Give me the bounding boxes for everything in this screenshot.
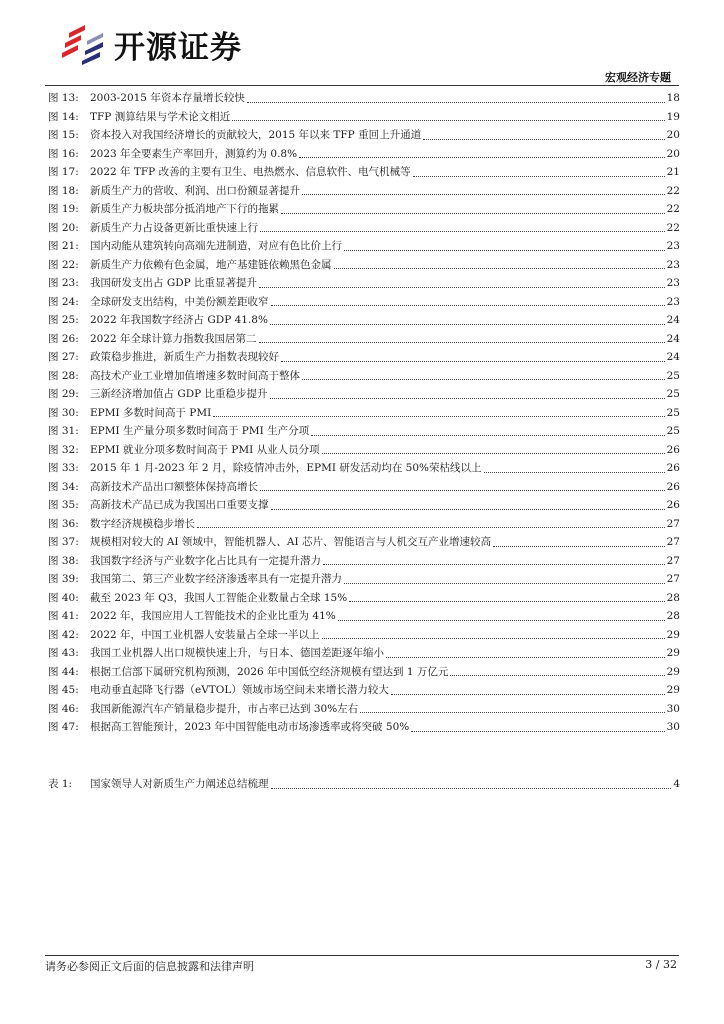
figure-entry-label: 图 46: — [48, 702, 79, 715]
figure-entry-title: 高新技术产品已成为我国出口重要支撑 — [90, 499, 269, 511]
figure-entry-leader — [411, 730, 664, 732]
figure-entry-title: 2022 年我国数字经济占 GDP 41.8% — [90, 314, 268, 326]
figure-entry-page: 22 — [666, 221, 680, 234]
figure-entry-label: 图 14: — [48, 110, 79, 123]
figure-entry-label: 图 24: — [48, 295, 79, 308]
figure-entry-label: 图 41: — [48, 610, 79, 622]
figure-entry-title: 政策稳步推进，新质生产力指数表现较好 — [90, 351, 279, 363]
figure-entry-label: 图 27: — [48, 351, 79, 363]
figure-entry-leader — [344, 249, 665, 251]
figure-entry[interactable] — [48, 385, 680, 404]
figure-entry-page: 29 — [666, 628, 680, 641]
figure-entry-leader — [260, 489, 665, 491]
figure-entry[interactable] — [48, 459, 680, 478]
figure-entry-leader — [391, 693, 665, 695]
figure-entry[interactable] — [48, 89, 680, 108]
figure-entry[interactable] — [48, 533, 680, 552]
figure-entry-label: 图 15: — [48, 129, 79, 141]
figure-entry-page: 22 — [666, 184, 680, 197]
figure-entry-leader — [281, 360, 665, 362]
figure-entry[interactable] — [48, 404, 680, 423]
figure-entry-page: 28 — [666, 591, 680, 604]
figure-entry-page: 25 — [666, 388, 680, 400]
figure-entry-label: 图 44: — [48, 665, 79, 678]
figure-entry-label: 图 25: — [48, 314, 79, 326]
figure-entry-leader — [338, 619, 665, 621]
figure-entry-page: 22 — [666, 203, 680, 215]
figure-entry-page: 25 — [666, 369, 680, 382]
figure-entry-leader — [302, 378, 665, 380]
figure-entry[interactable] — [48, 700, 680, 719]
figure-entry[interactable] — [48, 441, 680, 460]
figure-entry-leader — [323, 563, 665, 565]
figure-entry-page: 23 — [666, 258, 680, 271]
figure-entry-page: 27 — [666, 554, 680, 567]
figure-entry-title: 新质生产力依赖有色金属，地产基建链依赖黑色金属 — [90, 258, 332, 271]
figure-entry-label: 图 21: — [48, 240, 79, 252]
figure-entry-title: 新质生产力的营收、利润、出口份额显著提升 — [90, 184, 300, 197]
figure-entry[interactable] — [48, 626, 680, 645]
figure-entry-title: 根据高工智能预计，2023 年中国智能电动市场渗透率或将突破 50% — [90, 721, 410, 733]
figure-entry-page: 29 — [666, 647, 680, 659]
figure-entry[interactable] — [48, 718, 680, 737]
figure-entry-leader — [281, 212, 665, 214]
figure-entry-title: 2015 年 1 月-2023 年 2 月，除疫情冲击外，EPMI 研发活动均在 50%荣枯线以上 — [90, 462, 482, 474]
figure-entry[interactable] — [48, 256, 680, 275]
figure-entry-title: TFP 测算结果与学术论文相近 — [90, 110, 231, 123]
figure-entry-title: EPMI 多数时间高于 PMI — [90, 406, 212, 419]
figure-entry-page: 26 — [666, 462, 680, 474]
figure-entry[interactable] — [48, 145, 680, 164]
figure-entry[interactable] — [48, 126, 680, 145]
figure-entry-label: 图 13: — [48, 92, 79, 104]
figure-entry-leader — [334, 267, 665, 269]
figure-entry[interactable] — [48, 163, 680, 182]
figure-entry-title: 国内动能从建筑转向高端先进制造，对应有色比价上行 — [90, 240, 342, 252]
figure-entry-label: 图 26: — [48, 332, 79, 345]
figure-entry-leader — [322, 637, 665, 639]
figure-entry-title: 高新技术产品出口额整体保持高增长 — [90, 480, 258, 493]
table-entry-label: 表 1: — [48, 778, 73, 790]
figure-entry-page: 26 — [666, 480, 680, 493]
table-entry-leader — [271, 787, 672, 789]
figure-entry-label: 图 17: — [48, 166, 79, 178]
figure-entry-leader — [213, 415, 664, 417]
figure-entry-page: 23 — [666, 277, 680, 289]
figure-entry[interactable] — [48, 293, 680, 312]
figure-entry-page: 24 — [666, 332, 680, 345]
figure-entry-page: 18 — [666, 92, 680, 104]
figure-entry-label: 图 47: — [48, 721, 79, 733]
figure-entry[interactable] — [48, 589, 680, 608]
table-entry[interactable] — [48, 775, 680, 794]
figure-entry-leader — [413, 175, 665, 177]
figure-entry[interactable] — [48, 367, 680, 386]
document-type: 宏观经济专题 — [605, 71, 671, 84]
figure-entry-label: 图 39: — [48, 573, 79, 585]
figure-entry[interactable] — [48, 570, 680, 589]
figure-entry[interactable] — [48, 274, 680, 293]
figure-entry-label: 图 35: — [48, 499, 79, 511]
figure-entry-leader — [259, 286, 665, 288]
figure-list — [48, 89, 680, 737]
figure-entry-title: 全球研发支出结构，中美份额差距收窄 — [90, 295, 269, 308]
figure-entry[interactable] — [48, 496, 680, 515]
figure-entry-page: 26 — [666, 443, 680, 456]
figure-entry-page: 25 — [666, 406, 680, 419]
figure-entry-label: 图 29: — [48, 388, 79, 400]
figure-entry-leader — [299, 156, 665, 158]
figure-entry-title: 我国研发支出占 GDP 比重显著提升 — [90, 277, 258, 289]
figure-entry-title: 根据工信部下属研究机构预测，2026 年中国低空经济规模有望达到 1 万亿元 — [90, 665, 449, 678]
figure-entry-title: EPMI 生产量分项多数时间高于 PMI 生产分项 — [90, 425, 310, 437]
figure-entry-page: 23 — [666, 240, 680, 252]
figure-entry-page: 20 — [666, 147, 680, 160]
figure-entry-label: 图 34: — [48, 480, 79, 493]
figure-entry-page: 27 — [666, 517, 680, 530]
figure-entry-leader — [232, 119, 664, 121]
figure-entry-title: 新质生产力板块部分抵消地产下行的拖累 — [90, 203, 279, 215]
table-entry-page: 4 — [673, 778, 680, 790]
table-list — [48, 775, 680, 794]
figure-entry-title: 规模相对较大的 AI 领域中，智能机器人、AI 芯片、智能语言与人机交互产业增速较高 — [90, 536, 491, 548]
figure-entry-leader — [484, 471, 665, 473]
figure-entry[interactable] — [48, 663, 680, 682]
figure-entry-leader — [271, 304, 665, 306]
figure-entry-title: 2022 年，中国工业机器人安装量占全球一半以上 — [90, 628, 320, 641]
figure-entry-label: 图 36: — [48, 517, 79, 530]
figure-entry-label: 图 45: — [48, 684, 79, 696]
figure-entry-page: 19 — [666, 110, 680, 123]
figure-entry-leader — [349, 600, 664, 602]
figure-entry-leader — [360, 711, 664, 713]
figure-entry[interactable] — [48, 422, 680, 441]
figure-entry[interactable] — [48, 515, 680, 534]
figure-entry-title: 2022 年，我国应用人工智能技术的企业比重为 41% — [90, 610, 336, 622]
figure-entry-label: 图 22: — [48, 258, 79, 271]
figure-entry-leader — [493, 545, 665, 547]
figure-entry-page: 24 — [666, 314, 680, 326]
figure-entry-title: 2022 年全球计算力指数我国居第二 — [90, 332, 257, 345]
figure-entry-title: 2003-2015 年资本存量增长较快 — [90, 92, 245, 104]
figure-entry[interactable] — [48, 219, 680, 238]
figure-entry-title: 我国新能源汽车产销量稳步提升，市占率已达到 30%左右 — [90, 702, 359, 715]
figure-entry-title: 我国工业机器人出口规模快速上升，与日本、德国差距逐年缩小 — [90, 647, 384, 659]
figure-entry-leader — [311, 434, 665, 436]
table-entry-title: 国家领导人对新质生产力阐述总结梳理 — [90, 778, 269, 790]
figure-entry-label: 图 16: — [48, 147, 79, 160]
figure-entry-title: 2022 年 TFP 改善的主要有卫生、电热燃水、信息软件、电气机械等 — [90, 166, 411, 178]
figure-entry-label: 图 19: — [48, 203, 79, 215]
figure-entry[interactable] — [48, 552, 680, 571]
figure-entry-label: 图 20: — [48, 221, 79, 234]
figure-entry-leader — [450, 674, 664, 676]
figure-entry-label: 图 37: — [48, 536, 79, 548]
figure-entry-leader — [270, 397, 665, 399]
figure-entry[interactable] — [48, 478, 680, 497]
figure-entry-label: 图 18: — [48, 184, 79, 197]
figure-entry-page: 29 — [666, 665, 680, 678]
figure-entry-label: 图 23: — [48, 277, 79, 289]
figure-entry-title: 资本投入对我国经济增长的贡献较大，2015 年以来 TFP 重回上升通道 — [90, 129, 422, 141]
figure-entry-title: EPMI 就业分项多数时间高于 PMI 从业人员分项 — [90, 443, 320, 456]
figure-entry-label: 图 43: — [48, 647, 79, 659]
footer-rule — [45, 955, 679, 956]
figure-entry[interactable] — [48, 330, 680, 349]
figure-entry-leader — [247, 101, 665, 103]
figure-entry-leader — [423, 138, 665, 140]
figure-entry-leader — [259, 341, 665, 343]
figure-entry-label: 图 32: — [48, 443, 79, 456]
figure-entry-label: 图 30: — [48, 406, 79, 419]
figure-entry-leader — [270, 323, 665, 325]
figure-entry-leader — [386, 656, 665, 658]
figure-entry-leader — [302, 193, 665, 195]
figure-entry-leader — [271, 508, 665, 510]
figure-entry-label: 图 42: — [48, 628, 79, 641]
figure-entry-title: 我国数字经济与产业数字化占比具有一定提升潜力 — [90, 554, 321, 567]
figure-entry[interactable] — [48, 200, 680, 219]
figure-entry-page: 28 — [666, 610, 680, 622]
page-number: 3 / 32 — [645, 958, 677, 971]
figure-entry-label: 图 28: — [48, 369, 79, 382]
figure-entry-label: 图 40: — [48, 591, 79, 604]
figure-entry-label: 图 38: — [48, 554, 79, 567]
figure-entry-leader — [322, 452, 665, 454]
figure-entry-title: 新质生产力占设备更新比重快速上行 — [90, 221, 258, 234]
figure-entry-page: 30 — [666, 702, 680, 715]
figure-entry-leader — [344, 582, 665, 584]
figure-entry-label: 图 33: — [48, 462, 79, 474]
figure-entry[interactable] — [48, 644, 680, 663]
figure-entry[interactable] — [48, 108, 680, 127]
figure-entry-title: 电动垂直起降飞行器（eVTOL）领域市场空间未来增长潜力较大 — [90, 684, 389, 696]
figure-entry-page: 27 — [666, 536, 680, 548]
figure-entry-title: 高技术产业工业增加值增速多数时间高于整体 — [90, 369, 300, 382]
figure-entry-page: 27 — [666, 573, 680, 585]
figure-entry[interactable] — [48, 237, 680, 256]
figure-entry-title: 我国第二、第三产业数字经济渗透率具有一定提升潜力 — [90, 573, 342, 585]
figure-entry-page: 21 — [666, 166, 680, 178]
header-rule — [45, 85, 679, 86]
brand-logo — [60, 22, 242, 66]
brand-name: 开源证券 — [114, 29, 242, 66]
figure-entry-page: 23 — [666, 295, 680, 308]
figure-entry-label: 图 31: — [48, 425, 79, 437]
figure-entry-title: 数字经济规模稳步增长 — [90, 517, 195, 530]
figure-entry[interactable] — [48, 607, 680, 626]
figure-entry-leader — [197, 526, 665, 528]
figure-entry-title: 2023 年全要素生产率回升，测算约为 0.8% — [90, 147, 298, 160]
disclaimer-text: 请务必参阅正文后面的信息披露和法律声明 — [45, 960, 254, 973]
figure-entry-page: 20 — [666, 129, 680, 141]
figure-entry[interactable] — [48, 681, 680, 700]
figure-entry-page: 25 — [666, 425, 680, 437]
figure-entry-page: 30 — [666, 721, 680, 733]
figure-entry[interactable] — [48, 182, 680, 201]
figure-entry-page: 24 — [666, 351, 680, 363]
figure-entry-leader — [260, 230, 665, 232]
figure-entry[interactable] — [48, 348, 680, 367]
figure-entry-page: 29 — [666, 684, 680, 696]
figure-entry-page: 26 — [666, 499, 680, 511]
brand-mark-icon — [60, 23, 104, 65]
figure-entry-title: 三新经济增加值占 GDP 比重稳步提升 — [90, 388, 268, 400]
figure-entry-title: 截至 2023 年 Q3，我国人工智能企业数量占全球 15% — [90, 591, 348, 604]
figure-entry[interactable] — [48, 311, 680, 330]
